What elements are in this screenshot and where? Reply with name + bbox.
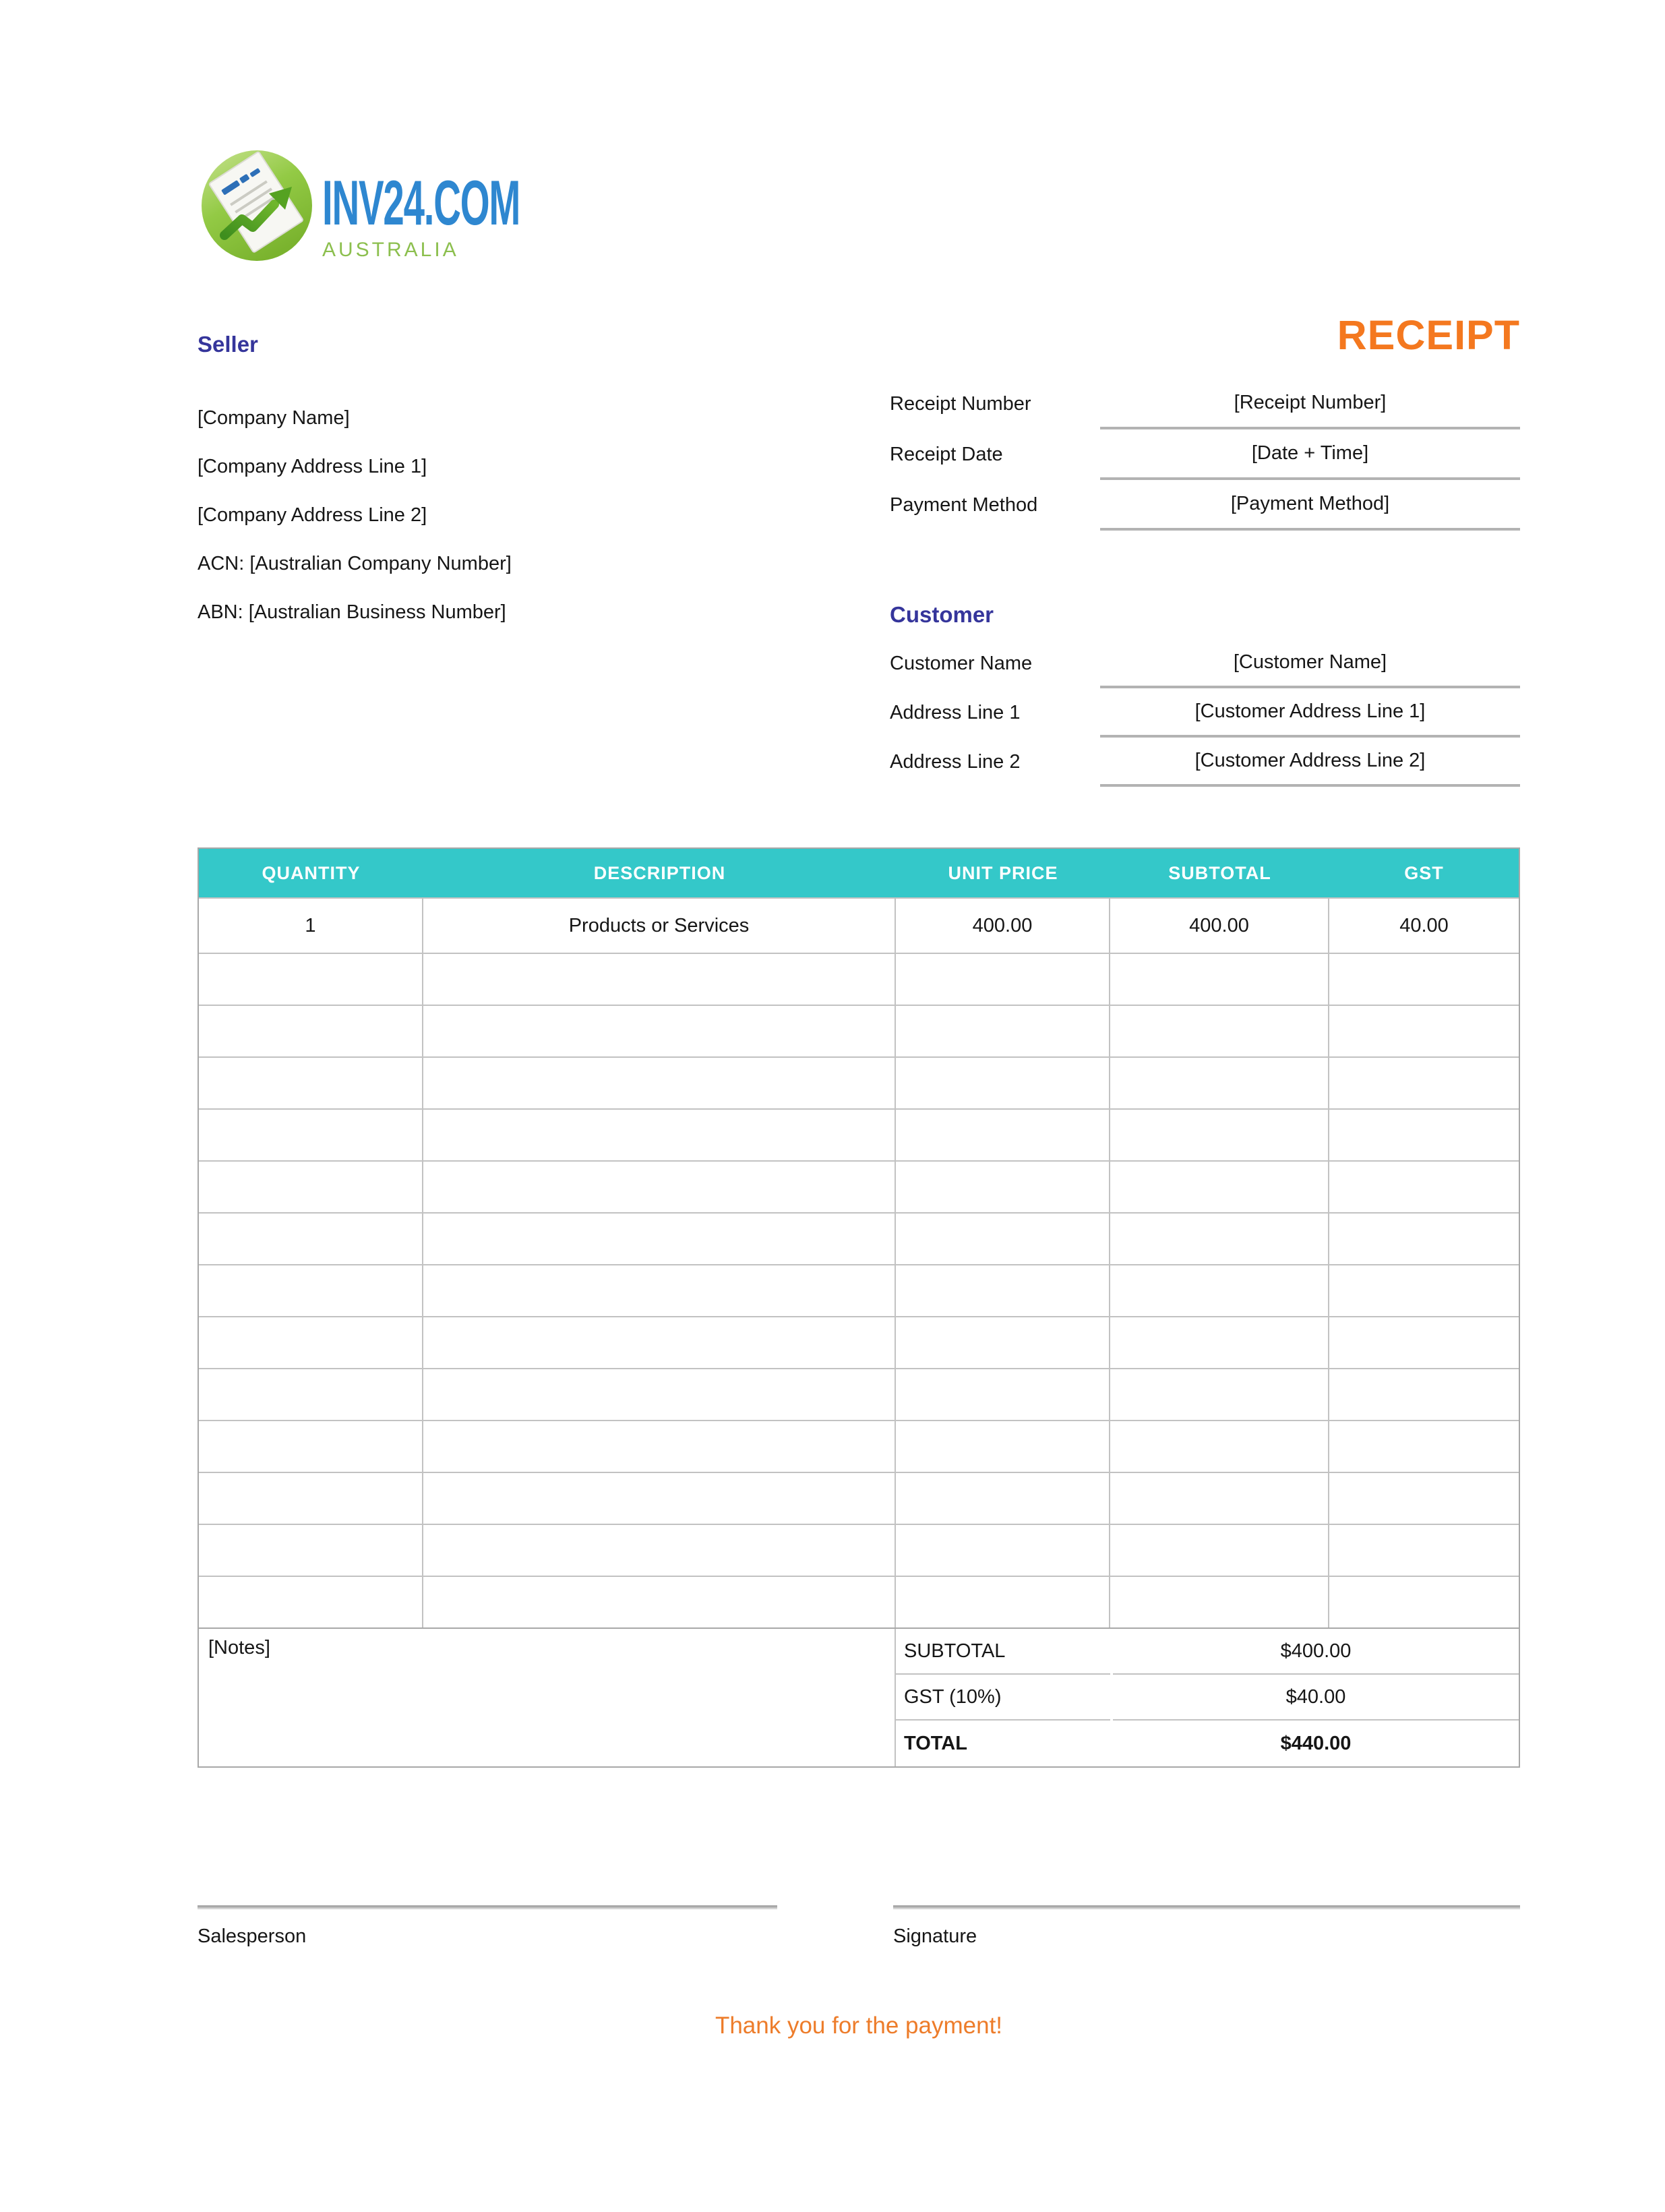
item-empty-cell	[1329, 1369, 1519, 1420]
item-empty-cell	[1329, 1525, 1519, 1576]
salesperson-signature-block	[198, 1905, 777, 1948]
receipt-date-value: [Date + Time]	[1100, 429, 1520, 480]
seller-address-line-1: [Company Address Line 1]	[198, 455, 427, 477]
item-empty-cell	[896, 1577, 1110, 1627]
item-empty-cell	[1329, 1473, 1519, 1524]
item-empty-cell	[1110, 1317, 1329, 1368]
customer-heading: Customer	[890, 602, 994, 627]
customer-name-label: Customer Name	[890, 653, 1033, 674]
receipt-fields	[890, 379, 1520, 531]
item-empty-cell	[423, 1577, 896, 1627]
item-row	[199, 897, 1519, 953]
item-empty-cell	[1329, 1214, 1519, 1264]
item-empty-row	[199, 1056, 1519, 1108]
total-label: TOTAL	[904, 1732, 967, 1754]
item-empty-cell	[199, 954, 423, 1005]
item-empty-cell	[1110, 1006, 1329, 1056]
item-empty-row	[199, 1264, 1519, 1316]
item-empty-cell	[896, 1317, 1110, 1368]
seller-acn: ACN: [Australian Company Number]	[198, 552, 512, 574]
item-empty-cell	[1110, 1421, 1329, 1472]
logo-region-text: AUSTRALIA	[322, 239, 459, 262]
receipt-date-label: Receipt Date	[890, 444, 1003, 465]
item-empty-cell	[896, 1265, 1110, 1316]
item-empty-row	[199, 1316, 1519, 1368]
item-empty-cell	[199, 1058, 423, 1108]
item-empty-cell	[896, 1110, 1110, 1160]
item-empty-row	[199, 1420, 1519, 1472]
item-empty-cell	[423, 1058, 896, 1108]
item-empty-cell	[1329, 1110, 1519, 1160]
item-empty-cell	[423, 1214, 896, 1264]
item-empty-cell	[199, 1577, 423, 1627]
customer-address1-label: Address Line 1	[890, 702, 1021, 723]
customer-address2-value: [Customer Address Line 2]	[1100, 738, 1520, 787]
item-empty-cell	[1110, 1214, 1329, 1264]
item-empty-cell	[896, 1473, 1110, 1524]
items-table-body	[199, 897, 1519, 1627]
item-empty-cell	[1110, 1525, 1329, 1576]
logo-mark-icon	[198, 145, 315, 263]
item-empty-cell	[1110, 1058, 1329, 1108]
item-empty-row	[199, 1576, 1519, 1627]
item-empty-cell	[423, 1421, 896, 1472]
item-empty-cell	[423, 1473, 896, 1524]
gst-label: GST (10%)	[896, 1675, 1110, 1721]
column-header-description: DESCRIPTION	[593, 862, 726, 883]
item-empty-cell	[423, 954, 896, 1005]
receipt-number-value: [Receipt Number]	[1100, 379, 1520, 429]
item-empty-cell	[199, 1369, 423, 1420]
column-header-subtotal: SUBTOTAL	[1168, 862, 1271, 883]
customer-name-value: [Customer Name]	[1100, 639, 1520, 688]
item-empty-cell	[896, 1421, 1110, 1472]
item-empty-cell	[199, 1317, 423, 1368]
payment-method-label: Payment Method	[890, 494, 1038, 516]
item-empty-row	[199, 1160, 1519, 1212]
item-empty-cell	[896, 1058, 1110, 1108]
signature-spacer	[777, 1905, 893, 1948]
items-table	[198, 847, 1520, 1768]
item-empty-cell	[199, 1473, 423, 1524]
salesperson-label: Salesperson	[198, 1925, 307, 1947]
item-empty-cell	[1329, 1006, 1519, 1056]
totals-section	[199, 1627, 1519, 1766]
item-empty-cell	[199, 1006, 423, 1056]
item-empty-cell	[423, 1110, 896, 1160]
item-empty-row	[199, 1472, 1519, 1524]
item-empty-cell	[1329, 1058, 1519, 1108]
item-empty-row	[199, 1212, 1519, 1264]
item-empty-cell	[423, 1006, 896, 1056]
gst-value: $40.00	[1113, 1675, 1519, 1721]
payment-method-value: [Payment Method]	[1100, 480, 1520, 531]
item-empty-cell	[423, 1162, 896, 1212]
item-description: Products or Services	[423, 899, 896, 953]
item-quantity: 1	[199, 899, 423, 953]
item-empty-cell	[199, 1265, 423, 1316]
item-empty-cell	[1110, 1162, 1329, 1212]
item-subtotal: 400.00	[1110, 899, 1329, 953]
item-empty-cell	[1329, 1577, 1519, 1627]
signature-row	[198, 1905, 1520, 1948]
column-header-gst: GST	[1404, 862, 1444, 883]
item-empty-cell	[1110, 1577, 1329, 1627]
item-empty-cell	[199, 1162, 423, 1212]
item-empty-cell	[896, 954, 1110, 1005]
column-header-unit-price: UNIT PRICE	[948, 862, 1058, 883]
signature-block	[893, 1905, 1520, 1948]
item-empty-cell	[199, 1214, 423, 1264]
customer-address1-row	[890, 688, 1520, 738]
item-empty-cell	[199, 1110, 423, 1160]
thank-you-message: Thank you for the payment!	[715, 2012, 1003, 2039]
receipt-number-row	[890, 379, 1520, 429]
item-empty-cell	[1329, 1162, 1519, 1212]
item-empty-cell	[1110, 1473, 1329, 1524]
item-empty-cell	[1110, 1265, 1329, 1316]
customer-name-row	[890, 639, 1520, 688]
item-empty-row	[199, 1368, 1519, 1420]
item-empty-cell	[896, 1162, 1110, 1212]
customer-address1-value: [Customer Address Line 1]	[1100, 688, 1520, 738]
item-empty-cell	[423, 1265, 896, 1316]
items-table-header	[199, 849, 1519, 897]
item-gst: 40.00	[1399, 914, 1449, 936]
item-empty-cell	[896, 1006, 1110, 1056]
item-empty-cell	[1329, 1265, 1519, 1316]
seller-company-name: [Company Name]	[198, 407, 350, 429]
item-empty-cell	[199, 1421, 423, 1472]
item-empty-row	[199, 1108, 1519, 1160]
item-empty-cell	[1329, 1317, 1519, 1368]
item-empty-cell	[1329, 1421, 1519, 1472]
item-empty-cell	[896, 1525, 1110, 1576]
receipt-date-row	[890, 429, 1520, 480]
item-empty-cell	[423, 1317, 896, 1368]
item-empty-cell	[896, 1369, 1110, 1420]
notes-field: [Notes]	[199, 1629, 896, 1766]
signature-line	[893, 1905, 1520, 1909]
item-unit-price: 400.00	[896, 899, 1110, 953]
customer-address2-row	[890, 738, 1520, 787]
subtotal-value: $400.00	[1113, 1629, 1519, 1675]
column-header-quantity: QUANTITY	[262, 862, 361, 883]
total-value: $440.00	[1280, 1732, 1352, 1754]
item-empty-cell	[423, 1525, 896, 1576]
item-empty-cell	[1110, 1369, 1329, 1420]
item-empty-cell	[1110, 954, 1329, 1005]
seller-abn: ABN: [Australian Business Number]	[198, 601, 506, 623]
inv24-logo	[198, 145, 652, 263]
salesperson-signature-line	[198, 1905, 777, 1909]
item-empty-cell	[199, 1525, 423, 1576]
item-empty-row	[199, 953, 1519, 1005]
logo-text	[322, 167, 652, 262]
item-empty-cell	[896, 1214, 1110, 1264]
customer-address2-label: Address Line 2	[890, 751, 1021, 773]
logo-brand-text: INV24.COM	[322, 167, 520, 238]
receipt-number-label: Receipt Number	[890, 393, 1031, 415]
payment-method-row	[890, 480, 1520, 531]
item-empty-cell	[1329, 954, 1519, 1005]
customer-fields	[890, 639, 1520, 787]
item-empty-cell	[423, 1369, 896, 1420]
receipt-title: RECEIPT	[1337, 312, 1520, 358]
subtotal-label: SUBTOTAL	[896, 1629, 1110, 1675]
seller-address-line-2: [Company Address Line 2]	[198, 504, 427, 526]
item-empty-row	[199, 1005, 1519, 1056]
seller-block	[198, 394, 804, 636]
seller-heading: Seller	[198, 332, 258, 357]
item-empty-cell	[1110, 1110, 1329, 1160]
signature-label: Signature	[893, 1925, 977, 1947]
item-empty-row	[199, 1524, 1519, 1576]
